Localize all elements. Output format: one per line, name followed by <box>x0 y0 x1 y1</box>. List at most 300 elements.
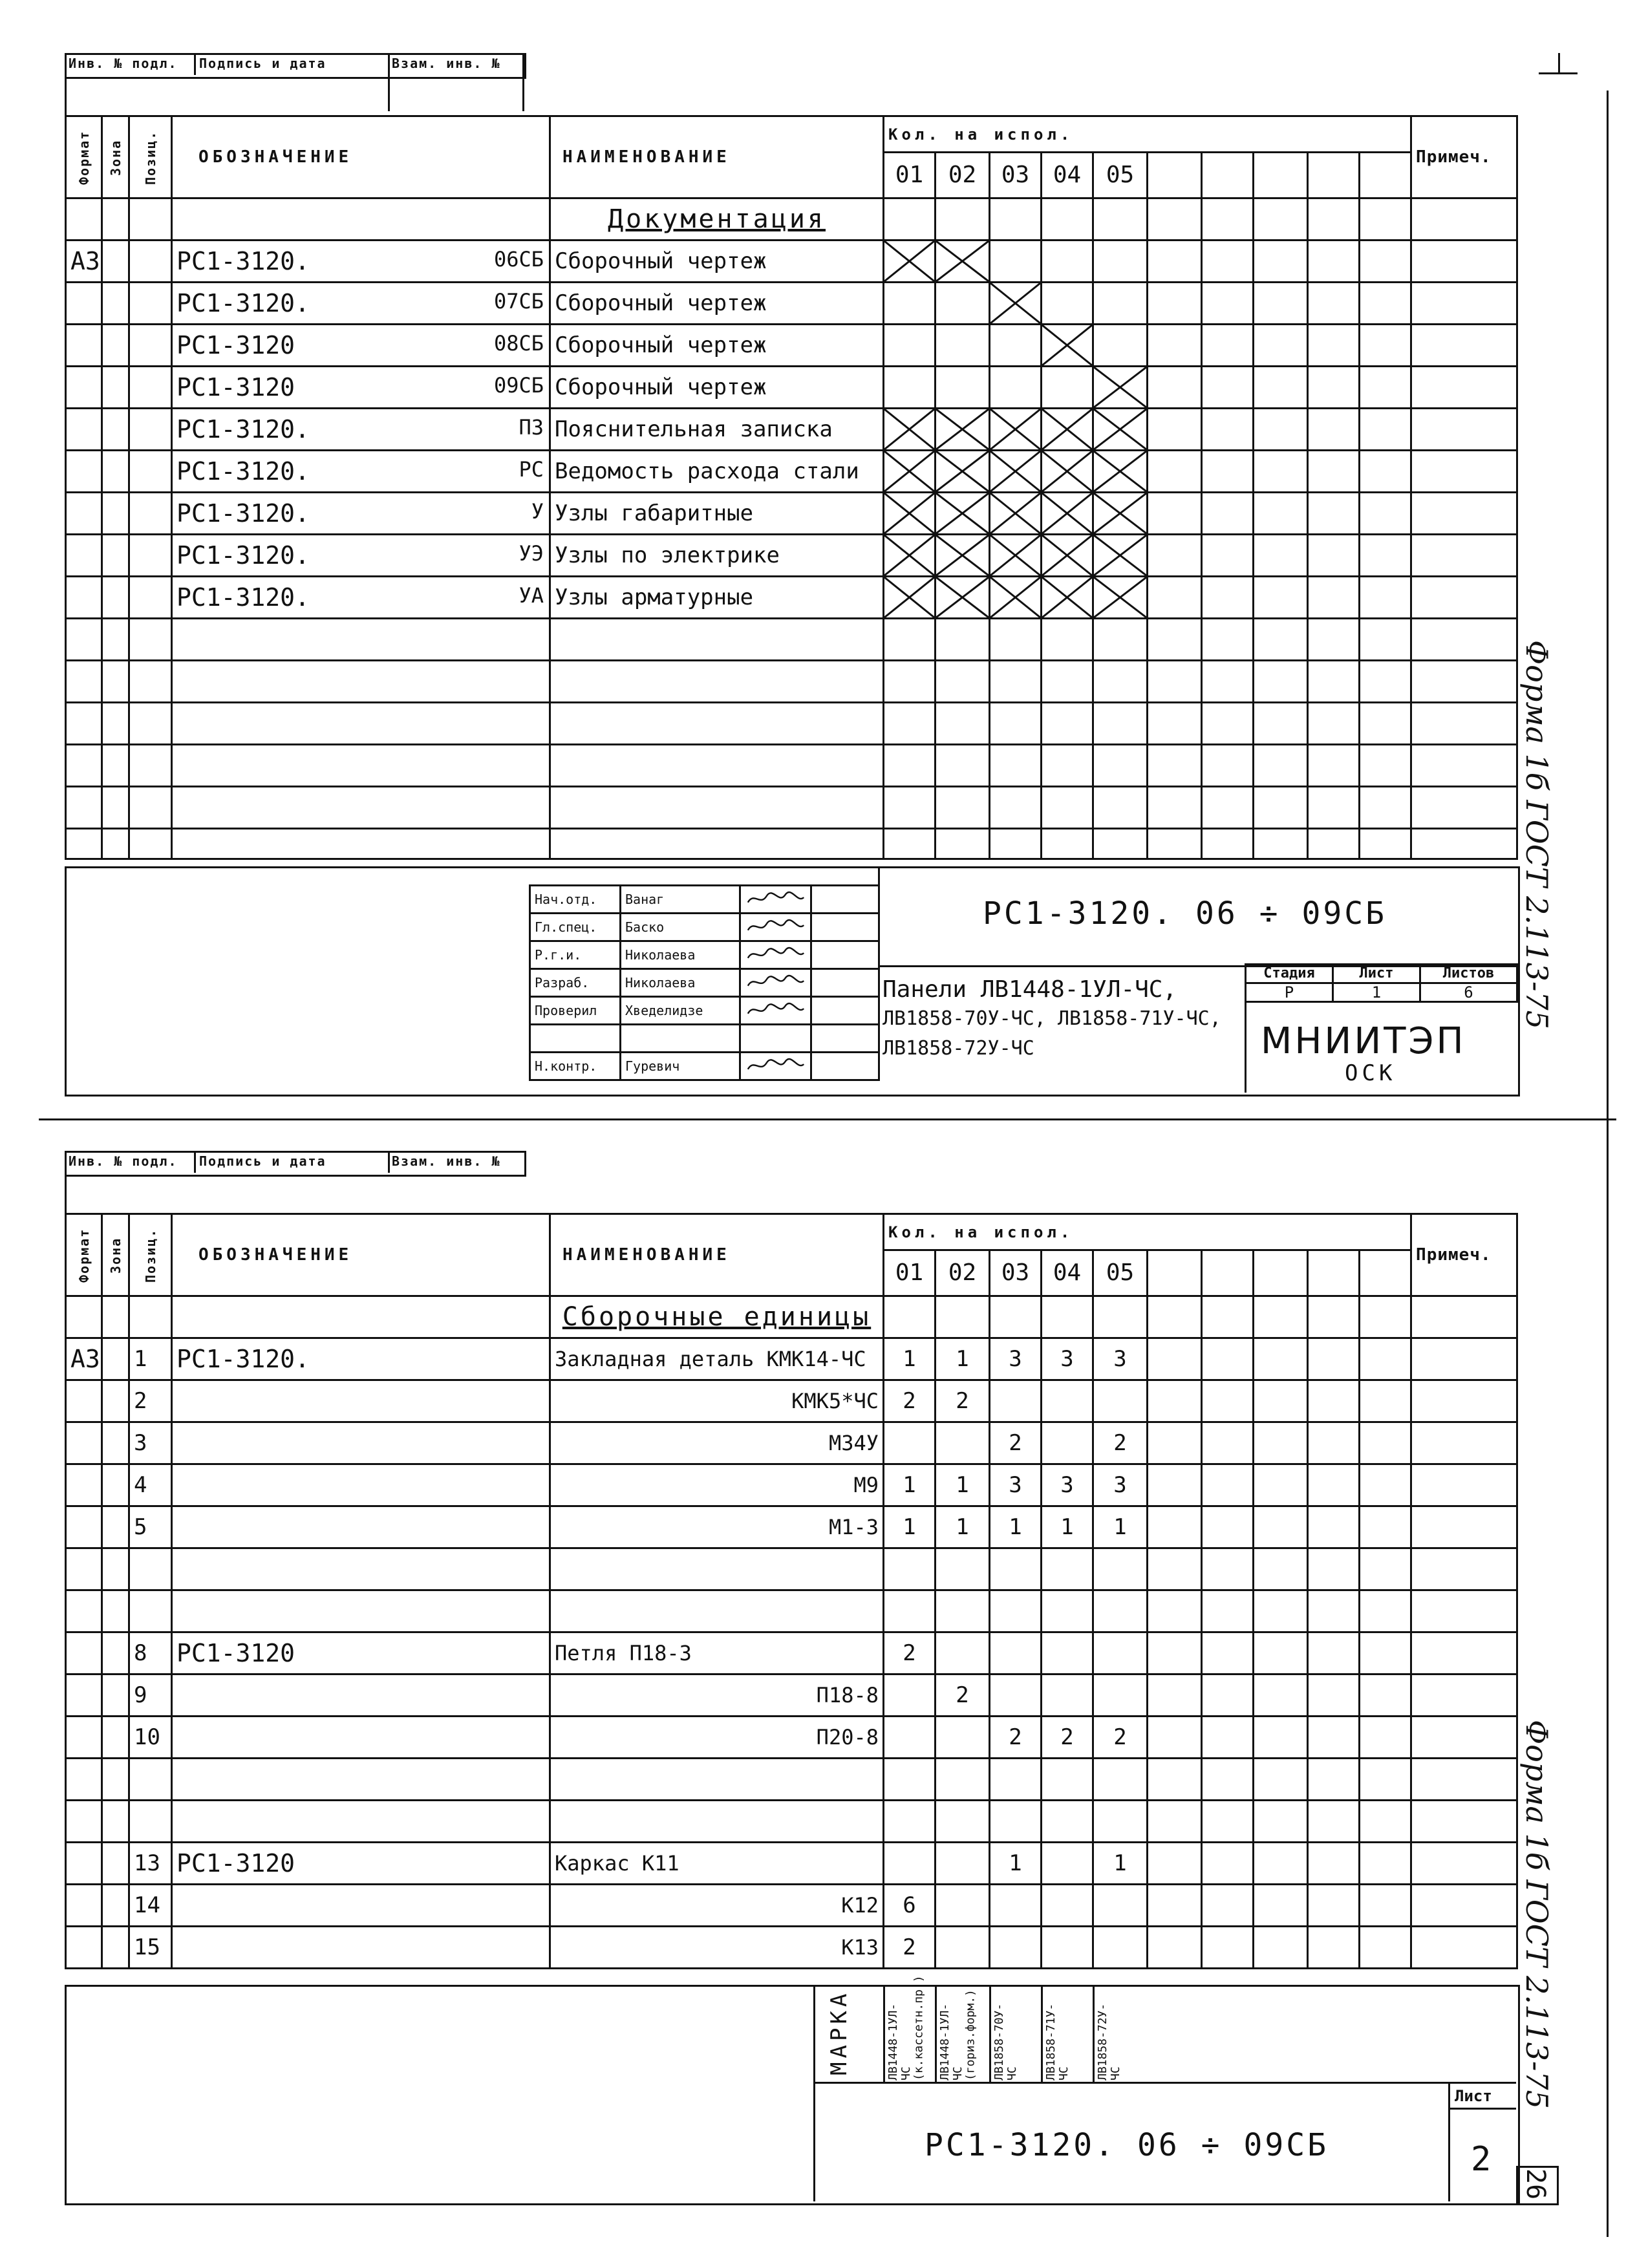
empty-cell <box>1093 198 1148 241</box>
note-cell <box>1411 1380 1517 1422</box>
designation-cell <box>172 577 550 619</box>
table-row <box>66 1590 1517 1632</box>
corner-mark <box>1539 72 1578 74</box>
qty-cell <box>1148 1422 1202 1464</box>
qty-cell <box>936 1759 990 1801</box>
name-cell: М1-3 <box>550 1506 884 1548</box>
designation-code: РС <box>519 457 544 482</box>
qty-cell: 6 <box>884 1885 936 1927</box>
pos-cell <box>129 1590 172 1632</box>
variant-cell <box>1360 325 1411 367</box>
empty-cell <box>1360 1296 1411 1338</box>
note-cell <box>1411 1506 1517 1548</box>
format-cell <box>66 1801 102 1843</box>
sign-date-label: Подпись и дата <box>199 56 326 71</box>
empty-cell <box>1360 745 1411 787</box>
qty-cell <box>1254 1506 1308 1548</box>
qty-cell <box>1202 1717 1254 1759</box>
empty-cell <box>1308 1296 1360 1338</box>
variant-cell <box>1308 409 1360 451</box>
variant-cell <box>1308 535 1360 577</box>
zone-cell <box>102 325 129 367</box>
empty-cell <box>1093 1296 1148 1338</box>
variant-cell <box>936 283 990 325</box>
empty-cell <box>990 198 1042 241</box>
qty-cell <box>1042 1380 1093 1422</box>
stage-value: Р <box>1246 983 1333 1002</box>
qty-cell: 1 <box>1042 1506 1093 1548</box>
sheets-label: Листов <box>1420 965 1517 983</box>
qty-cell <box>1202 1674 1254 1717</box>
name-cell: Сборочный чертеж <box>550 283 884 325</box>
qty-cell <box>1093 1632 1148 1674</box>
empty-cell <box>1254 661 1308 703</box>
variant-cell <box>1254 283 1308 325</box>
variant-cell <box>1202 367 1254 409</box>
note-cell <box>1411 535 1517 577</box>
date-cell <box>811 1025 879 1053</box>
page-divider <box>39 1118 1616 1120</box>
variant-cell <box>1360 409 1411 451</box>
empty-cell <box>1042 745 1093 787</box>
name-cell <box>550 1759 884 1801</box>
qty-cell <box>936 1632 990 1674</box>
empty-cell <box>1308 198 1360 241</box>
qty-cell <box>1093 1927 1148 1969</box>
qty-cell: 1 <box>1093 1843 1148 1885</box>
empty-cell <box>1093 619 1148 661</box>
col-name-header: НАИМЕНОВАНИЕ <box>550 1214 884 1296</box>
designation-cell <box>172 1759 550 1801</box>
section-title: Сборочные единицы <box>550 1296 884 1338</box>
side-note-2: Форма 1б ГОСТ 2.113-75 <box>1519 1720 1554 2109</box>
qty-cell <box>1202 1464 1254 1506</box>
signature-cell <box>740 1025 811 1053</box>
empty-cell <box>1411 787 1517 829</box>
inv-no-label-2: Инв. № подл. <box>69 1153 178 1169</box>
empty-cell <box>1202 198 1254 241</box>
designation-cell <box>172 409 550 451</box>
qty-cell <box>1360 1422 1411 1464</box>
designation-text: РС1-3120. <box>177 541 310 570</box>
format-cell <box>66 493 102 535</box>
variant-cell <box>1042 241 1093 283</box>
variant-cell <box>1202 241 1254 283</box>
stage-label: Стадия <box>1246 965 1333 983</box>
designation-text: РС1-3120 <box>177 373 295 401</box>
name-cell: К12 <box>550 1885 884 1927</box>
variant-cross-mark <box>1042 493 1093 535</box>
designation-cell <box>172 1885 550 1927</box>
replace-inv-label: Взам. инв. № <box>392 56 501 71</box>
designation-code: П3 <box>519 415 544 440</box>
table-row <box>66 409 1517 451</box>
variant-header: 02 <box>936 153 990 198</box>
qty-cell <box>1042 1674 1093 1717</box>
name-cell: М34У <box>550 1422 884 1464</box>
zone-cell <box>102 1422 129 1464</box>
qty-cell: 3 <box>1093 1464 1148 1506</box>
qty-cell <box>1308 1590 1360 1632</box>
variant-cross-mark <box>1093 451 1148 493</box>
empty-cell <box>550 619 884 661</box>
qty-cell <box>1093 1801 1148 1843</box>
pos-cell: 3 <box>129 1422 172 1464</box>
designation-cell <box>172 1801 550 1843</box>
variant-cell <box>1360 241 1411 283</box>
col-format-header: Формат <box>66 116 102 198</box>
empty-cell <box>1093 661 1148 703</box>
variant-header: 04 <box>1042 153 1093 198</box>
designation-cell <box>172 535 550 577</box>
designation-cell <box>172 1717 550 1759</box>
variant-cross-mark <box>990 535 1042 577</box>
note-cell <box>1411 1927 1517 1969</box>
qty-cell <box>884 1801 936 1843</box>
designation-text: РС1-3120. <box>177 415 310 444</box>
variant-cell <box>884 283 936 325</box>
zone-cell <box>102 241 129 283</box>
variant-header: 04 <box>1042 1250 1093 1296</box>
table-row <box>66 493 1517 535</box>
variant-cross-mark <box>1093 493 1148 535</box>
qty-cell <box>1093 1380 1148 1422</box>
stamp-role: Р.г.и. <box>530 941 621 969</box>
note-cell <box>1411 409 1517 451</box>
empty-cell <box>102 619 129 661</box>
qty-cell <box>1148 1338 1202 1380</box>
empty-cell <box>1093 703 1148 745</box>
qty-cell <box>1308 1843 1360 1885</box>
variant-cell <box>884 325 936 367</box>
empty-cell <box>102 829 129 859</box>
empty-cell <box>129 703 172 745</box>
name-cell: Узлы арматурные <box>550 577 884 619</box>
qty-cell: 2 <box>936 1380 990 1422</box>
empty-cell <box>1148 619 1202 661</box>
variant-cell <box>1093 325 1148 367</box>
designation-cell <box>172 283 550 325</box>
zone-cell <box>102 1632 129 1674</box>
empty-cell <box>884 703 936 745</box>
pos-cell: 2 <box>129 1380 172 1422</box>
variant-cross-mark <box>990 409 1042 451</box>
org-sub: ОСК <box>1345 1060 1396 1086</box>
qty-cell: 2 <box>884 1632 936 1674</box>
stamp-row <box>530 1025 879 1053</box>
variant-cross-mark <box>884 451 936 493</box>
note-cell <box>1411 283 1517 325</box>
sheet-value-2: 2 <box>1471 2140 1492 2179</box>
empty-cell <box>1360 198 1411 241</box>
empty-cell <box>1148 198 1202 241</box>
empty-cell <box>66 787 102 829</box>
variant-cell <box>1148 325 1202 367</box>
name-cell: Сборочный чертеж <box>550 325 884 367</box>
name-cell: Закладная деталь КМК14-ЧС <box>550 1338 884 1380</box>
qty-cell <box>1148 1885 1202 1927</box>
qty-cell <box>990 1801 1042 1843</box>
variant-cross-mark <box>936 409 990 451</box>
qty-cell <box>936 1927 990 1969</box>
title-line-2: ЛВ1858-70У-ЧС, ЛВ1858-71У-ЧС, <box>883 1007 1221 1030</box>
variant-cross-mark <box>1093 367 1148 409</box>
stage-sheet-table <box>1245 963 1518 1003</box>
side-note-1: Форма 1б ГОСТ 2.113-75 <box>1519 640 1554 1029</box>
col-format-header: Формат <box>66 1214 102 1296</box>
note-cell <box>1411 241 1517 283</box>
empty-cell <box>1042 1296 1093 1338</box>
variant-cross-mark <box>936 493 990 535</box>
table-row <box>66 325 1517 367</box>
designation-code: УА <box>519 583 544 608</box>
name-cell: Каркас К11 <box>550 1843 884 1885</box>
table-row <box>66 1674 1517 1717</box>
title-line-1: Панели ЛВ1448-1УЛ-ЧС, <box>883 976 1177 1003</box>
table-row <box>66 1759 1517 1801</box>
name-cell: Сборочный чертеж <box>550 367 884 409</box>
note-cell <box>1411 1801 1517 1843</box>
variant-header <box>1148 1250 1202 1296</box>
empty-cell <box>990 745 1042 787</box>
qty-cell: 3 <box>1093 1338 1148 1380</box>
qty-cell: 3 <box>1042 1338 1093 1380</box>
qty-cell <box>1202 1885 1254 1927</box>
sheet-2 <box>0 1151 1626 2250</box>
marka-entry: ЛВ1448-1УЛ-ЧС (гориз.форм.) <box>938 1989 978 2081</box>
empty-cell <box>102 787 129 829</box>
qty-cell <box>990 1590 1042 1632</box>
empty-cell <box>102 745 129 787</box>
variant-cross-mark <box>1042 409 1093 451</box>
table-row <box>66 1717 1517 1759</box>
note-cell <box>1411 1632 1517 1674</box>
format-cell <box>66 577 102 619</box>
qty-cell <box>1360 1506 1411 1548</box>
variant-cell <box>1254 577 1308 619</box>
format-cell <box>66 325 102 367</box>
empty-cell <box>1148 1296 1202 1338</box>
pos-cell <box>129 367 172 409</box>
qty-cell: 3 <box>1042 1464 1093 1506</box>
variant-cross-mark <box>990 493 1042 535</box>
designation-cell: РС1-3120 <box>172 1843 550 1885</box>
empty-cell <box>1254 198 1308 241</box>
variant-cross-mark <box>884 409 936 451</box>
qty-cell <box>1254 1464 1308 1506</box>
empty-cell <box>990 829 1042 859</box>
title-block-2 <box>65 1975 1520 2205</box>
empty-cell <box>1202 745 1254 787</box>
empty-cell <box>550 829 884 859</box>
note-cell <box>1411 577 1517 619</box>
title-line-3: ЛВ1858-72У-ЧС <box>883 1037 1034 1060</box>
qty-cell <box>884 1717 936 1759</box>
sheet-label: Лист <box>1333 965 1420 983</box>
table-row <box>66 1927 1517 1969</box>
variant-cell <box>1254 367 1308 409</box>
designation-text: РС1-3120. <box>177 289 310 317</box>
page-number: 26 <box>1521 2168 1550 2200</box>
sheet-label-2: Лист <box>1455 2087 1492 2105</box>
name-cell <box>550 1801 884 1843</box>
format-cell <box>66 1927 102 1969</box>
format-cell <box>66 1422 102 1464</box>
qty-cell: 2 <box>1093 1422 1148 1464</box>
sign-date-label-2: Подпись и дата <box>199 1153 326 1169</box>
table-row <box>66 283 1517 325</box>
note-cell <box>1411 1548 1517 1590</box>
doc-code-2: РС1-3120. 06 ÷ 09СБ <box>925 2127 1329 2163</box>
empty-cell <box>936 619 990 661</box>
stamp-name: Баско <box>621 914 740 941</box>
table-row <box>66 577 1517 619</box>
qty-cell: 2 <box>1042 1717 1093 1759</box>
zone-cell <box>102 1548 129 1590</box>
signature-cell <box>740 1053 811 1080</box>
variant-cell <box>990 325 1042 367</box>
qty-cell <box>990 1927 1042 1969</box>
stamp-role <box>530 1025 621 1053</box>
empty-cell <box>990 787 1042 829</box>
qty-cell <box>1148 1801 1202 1843</box>
empty-cell <box>1042 619 1093 661</box>
variant-cross-mark <box>1093 535 1148 577</box>
note-cell <box>1411 493 1517 535</box>
section-title: Документация <box>550 198 884 241</box>
designation-text: РС1-3120. <box>177 583 310 612</box>
marka-entry: ЛВ1858-70У-ЧС <box>992 2003 1019 2081</box>
org-name: МНИИТЭП <box>1261 1020 1466 1062</box>
qty-cell <box>1093 1674 1148 1717</box>
variant-header <box>1360 1250 1411 1296</box>
designation-text: РС1-3120. <box>177 499 310 528</box>
stamp-row <box>530 997 879 1025</box>
empty-cell <box>990 661 1042 703</box>
qty-cell <box>1148 1632 1202 1674</box>
designation-cell <box>172 1464 550 1506</box>
note-cell <box>1411 1717 1517 1759</box>
empty-cell <box>1254 619 1308 661</box>
empty-cell <box>1308 703 1360 745</box>
variant-cell <box>1308 283 1360 325</box>
qty-cell <box>1254 1422 1308 1464</box>
qty-cell <box>1148 1843 1202 1885</box>
empty-cell <box>990 1296 1042 1338</box>
variant-cross-mark <box>990 451 1042 493</box>
variant-cell <box>1202 577 1254 619</box>
qty-cell <box>1093 1548 1148 1590</box>
empty-cell <box>1148 787 1202 829</box>
empty-cell <box>1254 787 1308 829</box>
signature-cell <box>740 886 811 914</box>
date-cell <box>811 969 879 997</box>
format-cell: А3 <box>66 1338 102 1380</box>
qty-cell: 1 <box>1093 1506 1148 1548</box>
variant-cross-mark <box>1042 577 1093 619</box>
pos-cell: 10 <box>129 1717 172 1759</box>
qty-cell <box>1042 1548 1093 1590</box>
variant-cell <box>1308 493 1360 535</box>
qty-cell <box>1042 1759 1093 1801</box>
variant-header <box>1308 1250 1360 1296</box>
empty-cell <box>1411 703 1517 745</box>
qty-cell <box>1308 1464 1360 1506</box>
name-cell <box>550 1590 884 1632</box>
pos-cell: 4 <box>129 1464 172 1506</box>
empty-cell <box>1093 829 1148 859</box>
empty-cell <box>172 1296 550 1338</box>
empty-cell <box>129 829 172 859</box>
empty-cell <box>884 1296 936 1338</box>
empty-cell <box>936 745 990 787</box>
qty-cell <box>1308 1885 1360 1927</box>
empty-cell <box>936 787 990 829</box>
qty-cell <box>990 1632 1042 1674</box>
stamp-name: Хведелидзе <box>621 997 740 1025</box>
empty-cell <box>1308 745 1360 787</box>
pos-cell <box>129 577 172 619</box>
stamp-row <box>530 1053 879 1080</box>
empty-cell <box>550 745 884 787</box>
qty-cell <box>936 1801 990 1843</box>
name-cell: П18-8 <box>550 1674 884 1717</box>
designation-cell <box>172 1674 550 1717</box>
col-zone-header: Зона <box>102 116 129 198</box>
qty-cell <box>1254 1843 1308 1885</box>
qty-cell <box>1308 1717 1360 1759</box>
empty-cell <box>172 745 550 787</box>
empty-row <box>66 829 1517 859</box>
qty-cell: 2 <box>990 1422 1042 1464</box>
empty-cell <box>66 198 102 241</box>
qty-cell <box>1202 1338 1254 1380</box>
pos-cell: 8 <box>129 1632 172 1674</box>
signature-cell <box>740 969 811 997</box>
marka-label: МАРКА <box>826 1989 852 2075</box>
empty-cell <box>129 787 172 829</box>
zone-cell <box>102 1759 129 1801</box>
format-cell <box>66 1717 102 1759</box>
variant-cross-mark <box>990 577 1042 619</box>
format-cell <box>66 1843 102 1885</box>
col-designation-header: ОБОЗНАЧЕНИЕ <box>172 1214 550 1296</box>
qty-cell <box>936 1843 990 1885</box>
qty-cell <box>990 1674 1042 1717</box>
note-cell <box>1411 1759 1517 1801</box>
empty-cell <box>1093 745 1148 787</box>
stamp-role: Разраб. <box>530 969 621 997</box>
empty-cell <box>172 619 550 661</box>
zone-cell <box>102 451 129 493</box>
zone-cell <box>102 1717 129 1759</box>
col-note-header: Примеч. <box>1411 116 1517 198</box>
empty-cell <box>66 619 102 661</box>
signature-scribble <box>745 970 807 992</box>
empty-cell <box>1148 829 1202 859</box>
empty-cell <box>1254 1296 1308 1338</box>
empty-cell <box>1202 661 1254 703</box>
col-designation-header: ОБОЗНАЧЕНИЕ <box>172 116 550 198</box>
name-cell: М9 <box>550 1464 884 1506</box>
designation-text: РС1-3120. <box>177 457 310 486</box>
empty-cell <box>1042 787 1093 829</box>
variant-cell <box>1360 283 1411 325</box>
stamp-name: Николаева <box>621 941 740 969</box>
qty-cell <box>884 1759 936 1801</box>
table-row <box>66 1380 1517 1422</box>
variant-header <box>1360 153 1411 198</box>
